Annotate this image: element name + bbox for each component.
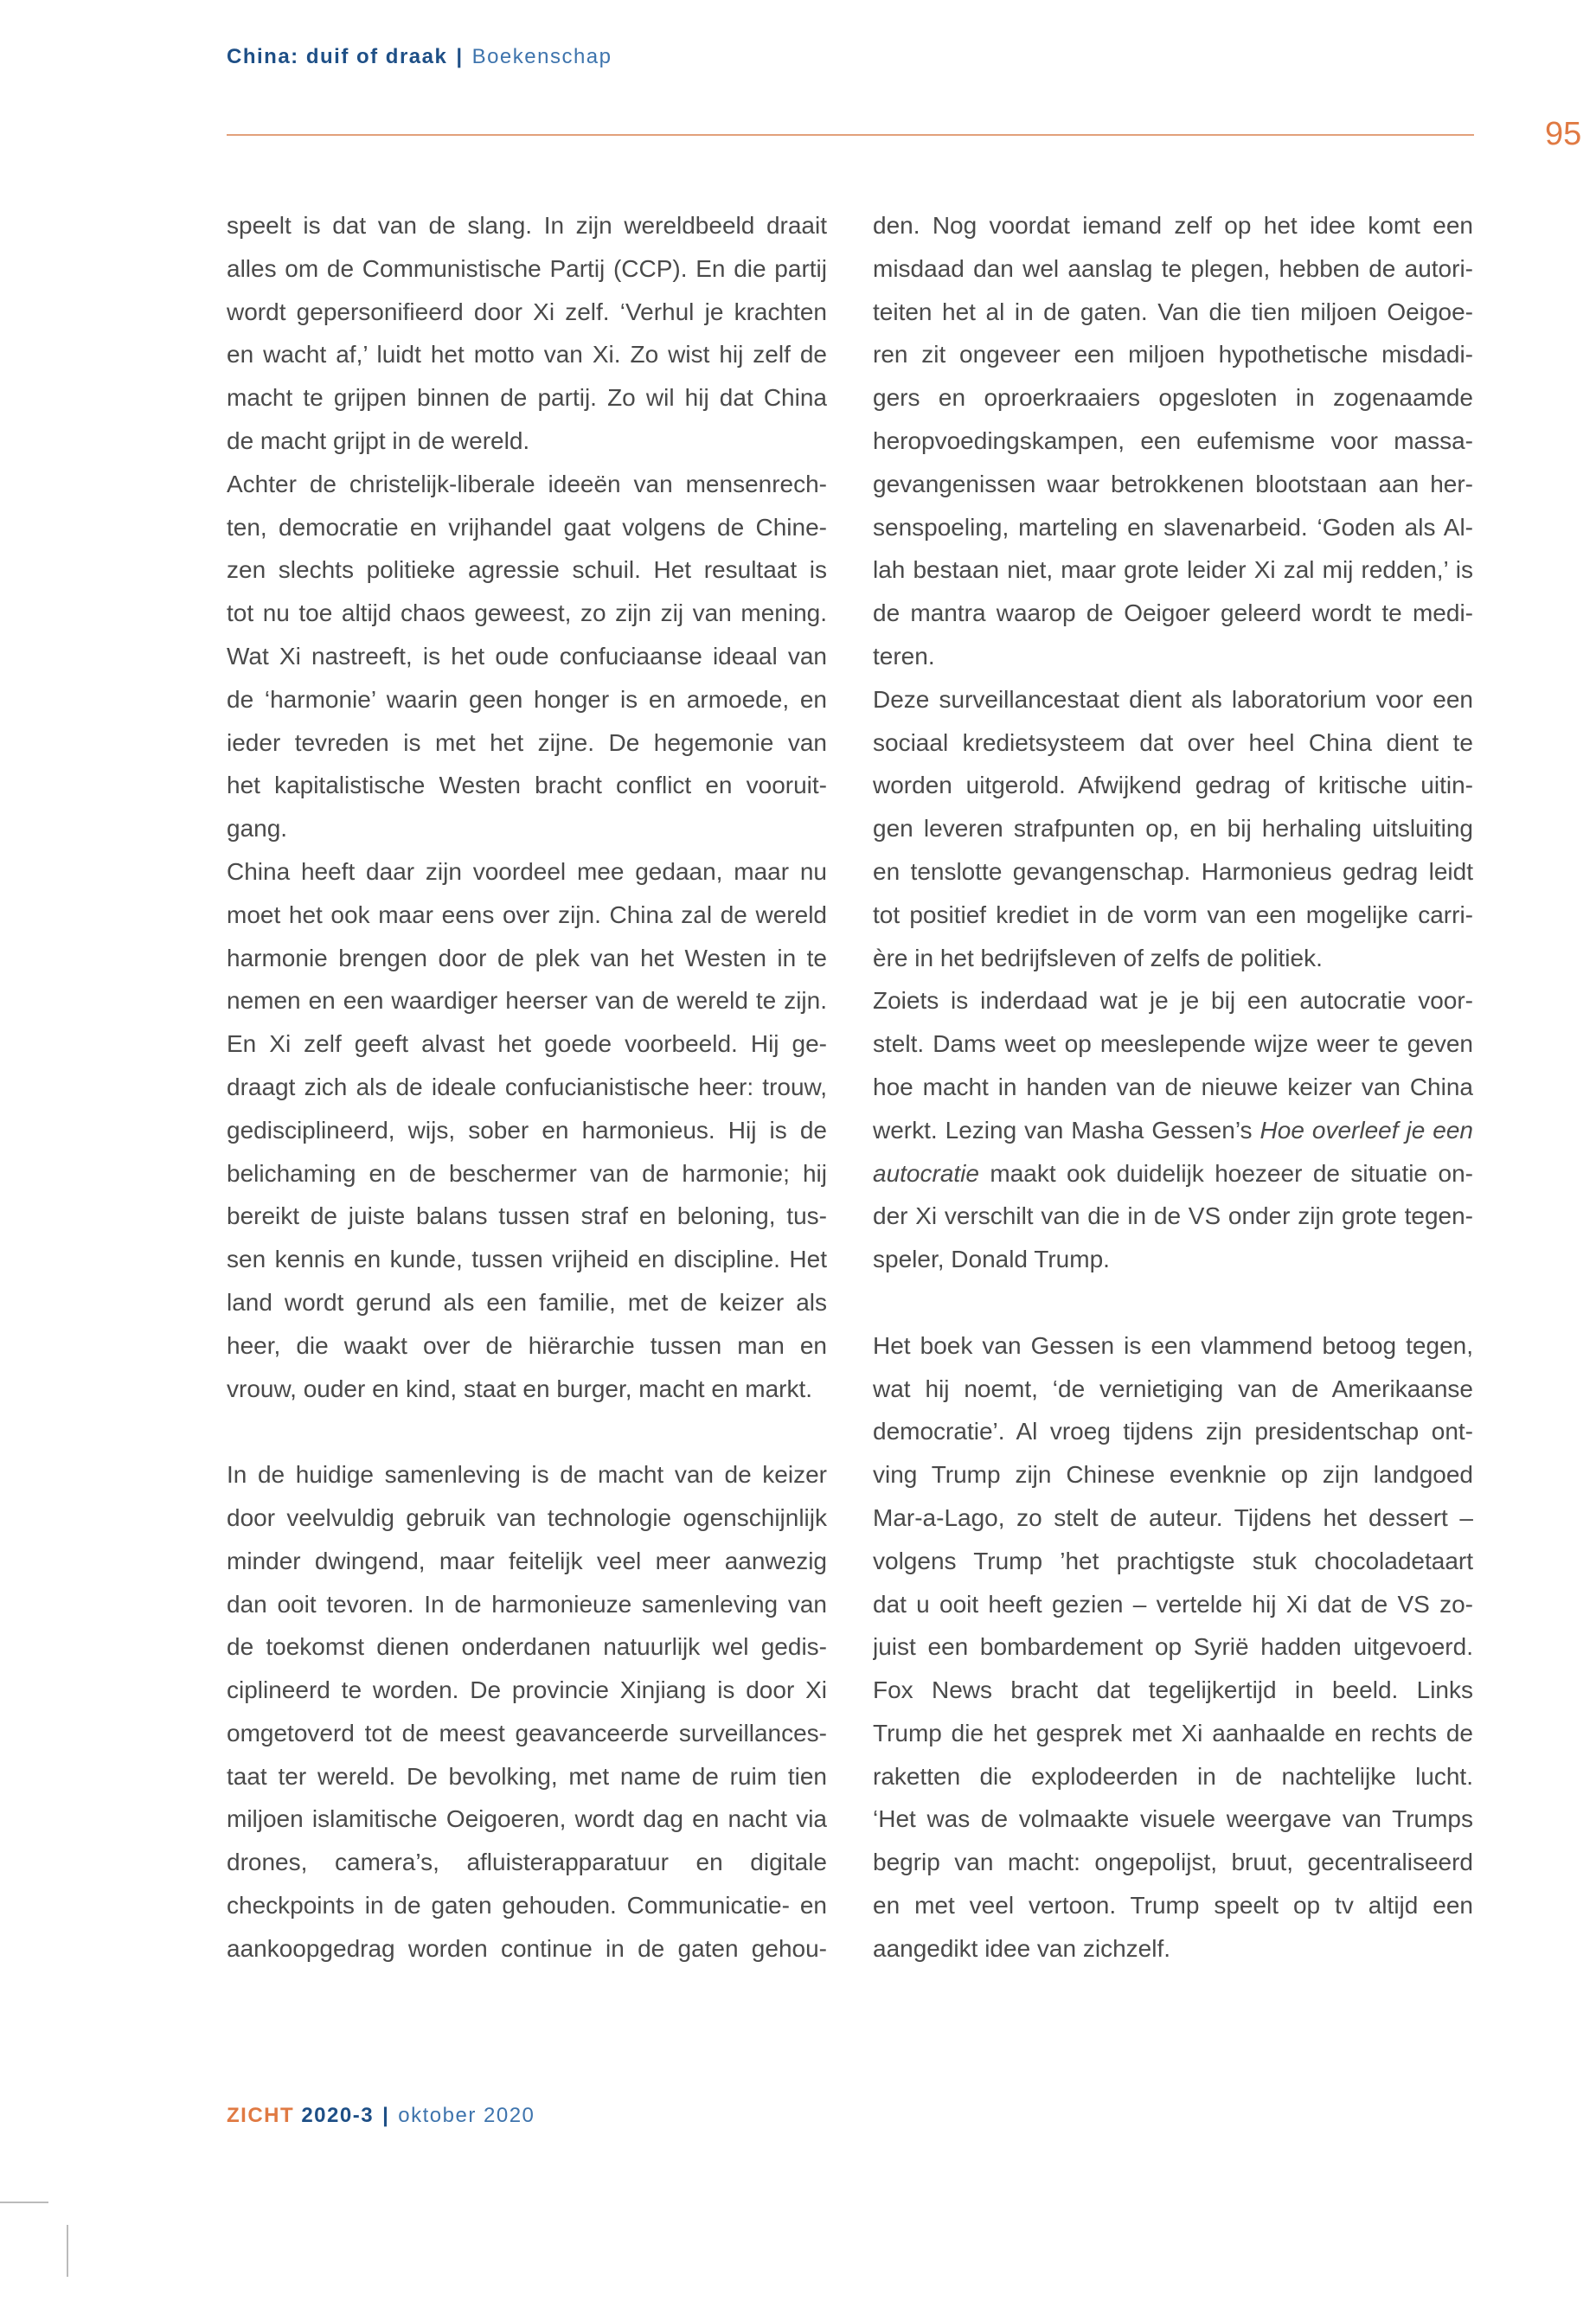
text-line: miljoen islamitische Oeigoeren, wordt dag en nacht via xyxy=(227,1805,827,1833)
crop-mark xyxy=(67,2225,68,2277)
text-line: land wordt gerund als een familie, met de keizer als xyxy=(227,1288,827,1316)
text-line: Trump die het gesprek met Xi aanhaalde en rechts de xyxy=(873,1719,1473,1747)
text-line: ten, democratie en vrijhandel gaat volgens de Chine- xyxy=(227,513,827,541)
text-run: maakt ook duidelijk hoezeer de situatie on- xyxy=(978,1159,1473,1187)
footer-date: oktober 2020 xyxy=(398,2104,535,2127)
text-line: en met veel vertoon. Trump speelt op tv altijd een xyxy=(873,1892,1473,1920)
text-line: aankoopgedrag worden continue in de gaten gehou- xyxy=(227,1934,827,1962)
text-line: Achter de christelijk-liberale ideeën van mensenrech- xyxy=(227,470,827,497)
paragraph xyxy=(227,204,827,463)
text-line: ciplineerd te worden. De provincie Xinjiang is door Xi xyxy=(227,1676,827,1704)
text-line: senspoeling, marteling en slavenarbeid. ‘Goden als Al- xyxy=(873,513,1473,541)
crop-mark xyxy=(0,2202,48,2203)
paragraph xyxy=(873,979,1473,1281)
text-line: tot positief krediet in de vorm van een mogelijke carri- xyxy=(873,901,1473,928)
text-line xyxy=(873,1109,1473,1152)
text-line: stelt. Dams weet op meeslepende wijze weer te geven xyxy=(873,1030,1473,1058)
running-footer xyxy=(227,2102,535,2130)
text-line: Wat Xi nastreeft, is het oude confuciaanse ideaal van xyxy=(227,642,827,670)
text-line: minder dwingend, maar feitelijk veel meer aanwezig xyxy=(227,1547,827,1574)
text-line: draagt zich als de ideale confucianistische heer: trouw, xyxy=(227,1073,827,1100)
text-line: Zoiets is inderdaad wat je je bij een autocratie voor- xyxy=(873,987,1473,1015)
right-column xyxy=(873,204,1473,1971)
text-line: en wacht af,’ luidt het motto van Xi. Zo wist hij zelf de xyxy=(227,341,827,369)
text-line: den. Nog voordat iemand zelf op het idee komt een xyxy=(873,212,1473,239)
text-line: lah bestaan niet, maar grote leider Xi zal mij redden,’ is xyxy=(873,556,1473,584)
text-line: het kapitalistische Westen bracht conflict en vooruit- xyxy=(227,772,827,799)
text-line: dan ooit tevoren. In de harmonieuze samenleving van xyxy=(227,1590,827,1618)
text-line: sociaal kredietsysteem dat over heel China dient te xyxy=(873,728,1473,756)
text-line: Deze surveillancestaat dient als laboratorium voor een xyxy=(873,685,1473,713)
text-line: de ‘harmonie’ waarin geen honger is en armoede, en xyxy=(227,685,827,713)
left-column xyxy=(227,204,827,1971)
text-line xyxy=(873,1152,1473,1195)
text-line: teiten het al in de gaten. Van die tien miljoen Oeigoe- xyxy=(873,298,1473,325)
text-line: drones, camera’s, afluisterapparatuur en digitale xyxy=(227,1849,827,1876)
paragraph xyxy=(873,678,1473,980)
text-line: ieder tevreden is met het zijne. De hegemonie van xyxy=(227,728,827,756)
text-line: teren. xyxy=(873,642,935,670)
paragraph xyxy=(227,1453,827,1971)
text-line: gen leveren strafpunten op, en bij herhaling uitsluiting xyxy=(873,815,1473,843)
text-line: harmonie brengen door de plek van het Westen in te xyxy=(227,944,827,971)
paragraph xyxy=(873,1324,1473,1971)
running-header xyxy=(227,43,612,71)
text-line: de toekomst dienen onderdanen natuurlijk wel gedis- xyxy=(227,1633,827,1661)
text-line: ‘Het was de volmaakte visuele weergave van Trumps xyxy=(873,1805,1473,1833)
text-line: sen kennis en kunde, tussen vrijheid en discipline. Het xyxy=(227,1246,827,1273)
text-line: alles om de Communistische Partij (CCP). En die partij xyxy=(227,254,827,282)
text-line: Fox News bracht dat tegelijkertijd in beeld. Links xyxy=(873,1676,1473,1704)
header-title: China: duif of draak xyxy=(227,45,448,68)
text-line: speelt is dat van de slang. In zijn wereldbeeld draait xyxy=(227,212,827,239)
text-line: der Xi verschilt van die in de VS onder zijn grote tegen- xyxy=(873,1202,1473,1230)
text-line: gers en oproerkraaiers opgesloten in zogenaamde xyxy=(873,384,1473,412)
text-line: checkpoints in de gaten gehouden. Communicatie- en xyxy=(227,1892,827,1920)
text-line: China heeft daar zijn voordeel mee gedaan, maar nu xyxy=(227,857,827,885)
text-line: worden uitgerold. Afwijkend gedrag of kritische uitin- xyxy=(873,772,1473,799)
book-title: autocratie xyxy=(873,1159,979,1187)
text-line: raketten die explodeerden in de nachtelijke lucht. xyxy=(873,1762,1473,1790)
text-line: omgetoverd tot de meest geavanceerde surveillances- xyxy=(227,1719,827,1747)
text-line: volgens Trump ’het prachtigste stuk chocoladetaart xyxy=(873,1547,1473,1574)
text-line: bereikt de juiste balans tussen straf en beloning, tus- xyxy=(227,1202,827,1230)
book-title: Hoe overleef je een xyxy=(1259,1116,1473,1144)
text-line: vrouw, ouder en kind, staat en burger, macht en markt. xyxy=(227,1375,813,1402)
paragraph xyxy=(227,850,827,1410)
header-rule xyxy=(227,134,1474,136)
text-line: macht te grijpen binnen de partij. Zo wil hij dat China xyxy=(227,384,827,412)
text-line: ère in het bedrijfsleven of zelfs de politiek. xyxy=(873,944,1323,971)
text-line: heropvoedingskampen, een eufemisme voor massa- xyxy=(873,426,1473,454)
text-line: heer, die waakt over de hiërarchie tussen man en xyxy=(227,1331,827,1359)
text-line: En Xi zelf geeft alvast het goede voorbeeld. Hij ge- xyxy=(227,1030,827,1058)
text-line: door veelvuldig gebruik van technologie ogenschijnlijk xyxy=(227,1503,827,1531)
text-line: aangedikt idee van zichzelf. xyxy=(873,1934,1170,1962)
text-line: belichaming en de beschermer van de harmonie; hij xyxy=(227,1159,827,1187)
text-line: gedisciplineerd, wijs, sober en harmonieus. Hij is de xyxy=(227,1116,827,1144)
text-line: gevangenissen waar betrokkenen blootstaan aan her- xyxy=(873,470,1473,497)
text-line: speler, Donald Trump. xyxy=(873,1246,1110,1273)
text-line: gang. xyxy=(227,815,288,843)
page-number: 95 xyxy=(1545,116,1582,152)
text-line: misdaad dan wel aanslag te plegen, hebben de autori- xyxy=(873,254,1473,282)
paragraph xyxy=(227,463,827,850)
text-line: hoe macht in handen van de nieuwe keizer van China xyxy=(873,1073,1473,1100)
text-line: ren zit ongeveer een miljoen hypothetische misdadi- xyxy=(873,341,1473,369)
footer-separator: | xyxy=(382,2104,390,2127)
text-line: wordt gepersonifieerd door Xi zelf. ‘Verhul je krachten xyxy=(227,298,827,325)
footer-issue: 2020-3 xyxy=(301,2104,375,2127)
text-line: In de huidige samenleving is de macht van de keizer xyxy=(227,1461,827,1489)
text-line: Mar-a-Lago, zo stelt de auteur. Tijdens het dessert – xyxy=(873,1503,1473,1531)
text-line: de macht grijpt in de wereld. xyxy=(227,426,530,454)
text-line: ving Trump zijn Chinese evenknie op zijn landgoed xyxy=(873,1461,1473,1489)
text-line: dat u ooit heeft gezien – vertelde hij Xi dat de VS zo- xyxy=(873,1590,1473,1618)
text-line: juist een bombardement op Syrië hadden uitgevoerd. xyxy=(873,1633,1473,1661)
text-run: werkt. Lezing van Masha Gessen’s xyxy=(873,1116,1260,1144)
text-line: en tenslotte gevangenschap. Harmonieus gedrag leidt xyxy=(873,857,1473,885)
text-line: tot nu toe altijd chaos geweest, zo zijn zij van mening. xyxy=(227,599,827,627)
text-line: zen slechts politieke agressie schuil. Het resultaat is xyxy=(227,556,827,584)
paragraph xyxy=(873,204,1473,678)
footer-brand: ZICHT xyxy=(227,2104,295,2127)
text-line: taat ter wereld. De bevolking, met name de ruim tien xyxy=(227,1762,827,1790)
text-line: begrip van macht: ongepolijst, bruut, gecentraliseerd xyxy=(873,1849,1473,1876)
text-line: democratie’. Al vroeg tijdens zijn presidentschap ont- xyxy=(873,1418,1473,1445)
header-section: Boekenschap xyxy=(471,45,612,68)
text-line: wat hij noemt, ‘de vernietiging van de Amerikaanse xyxy=(873,1375,1473,1402)
text-line: de mantra waarop de Oeigoer geleerd wordt te medi- xyxy=(873,599,1473,627)
text-line: moet het ook maar eens over zijn. China zal de wereld xyxy=(227,901,827,928)
text-line: Het boek van Gessen is een vlammend betoog tegen, xyxy=(873,1331,1473,1359)
text-line: nemen en een waardiger heerser van de wereld te zijn. xyxy=(227,987,827,1015)
header-separator: | xyxy=(456,45,464,68)
